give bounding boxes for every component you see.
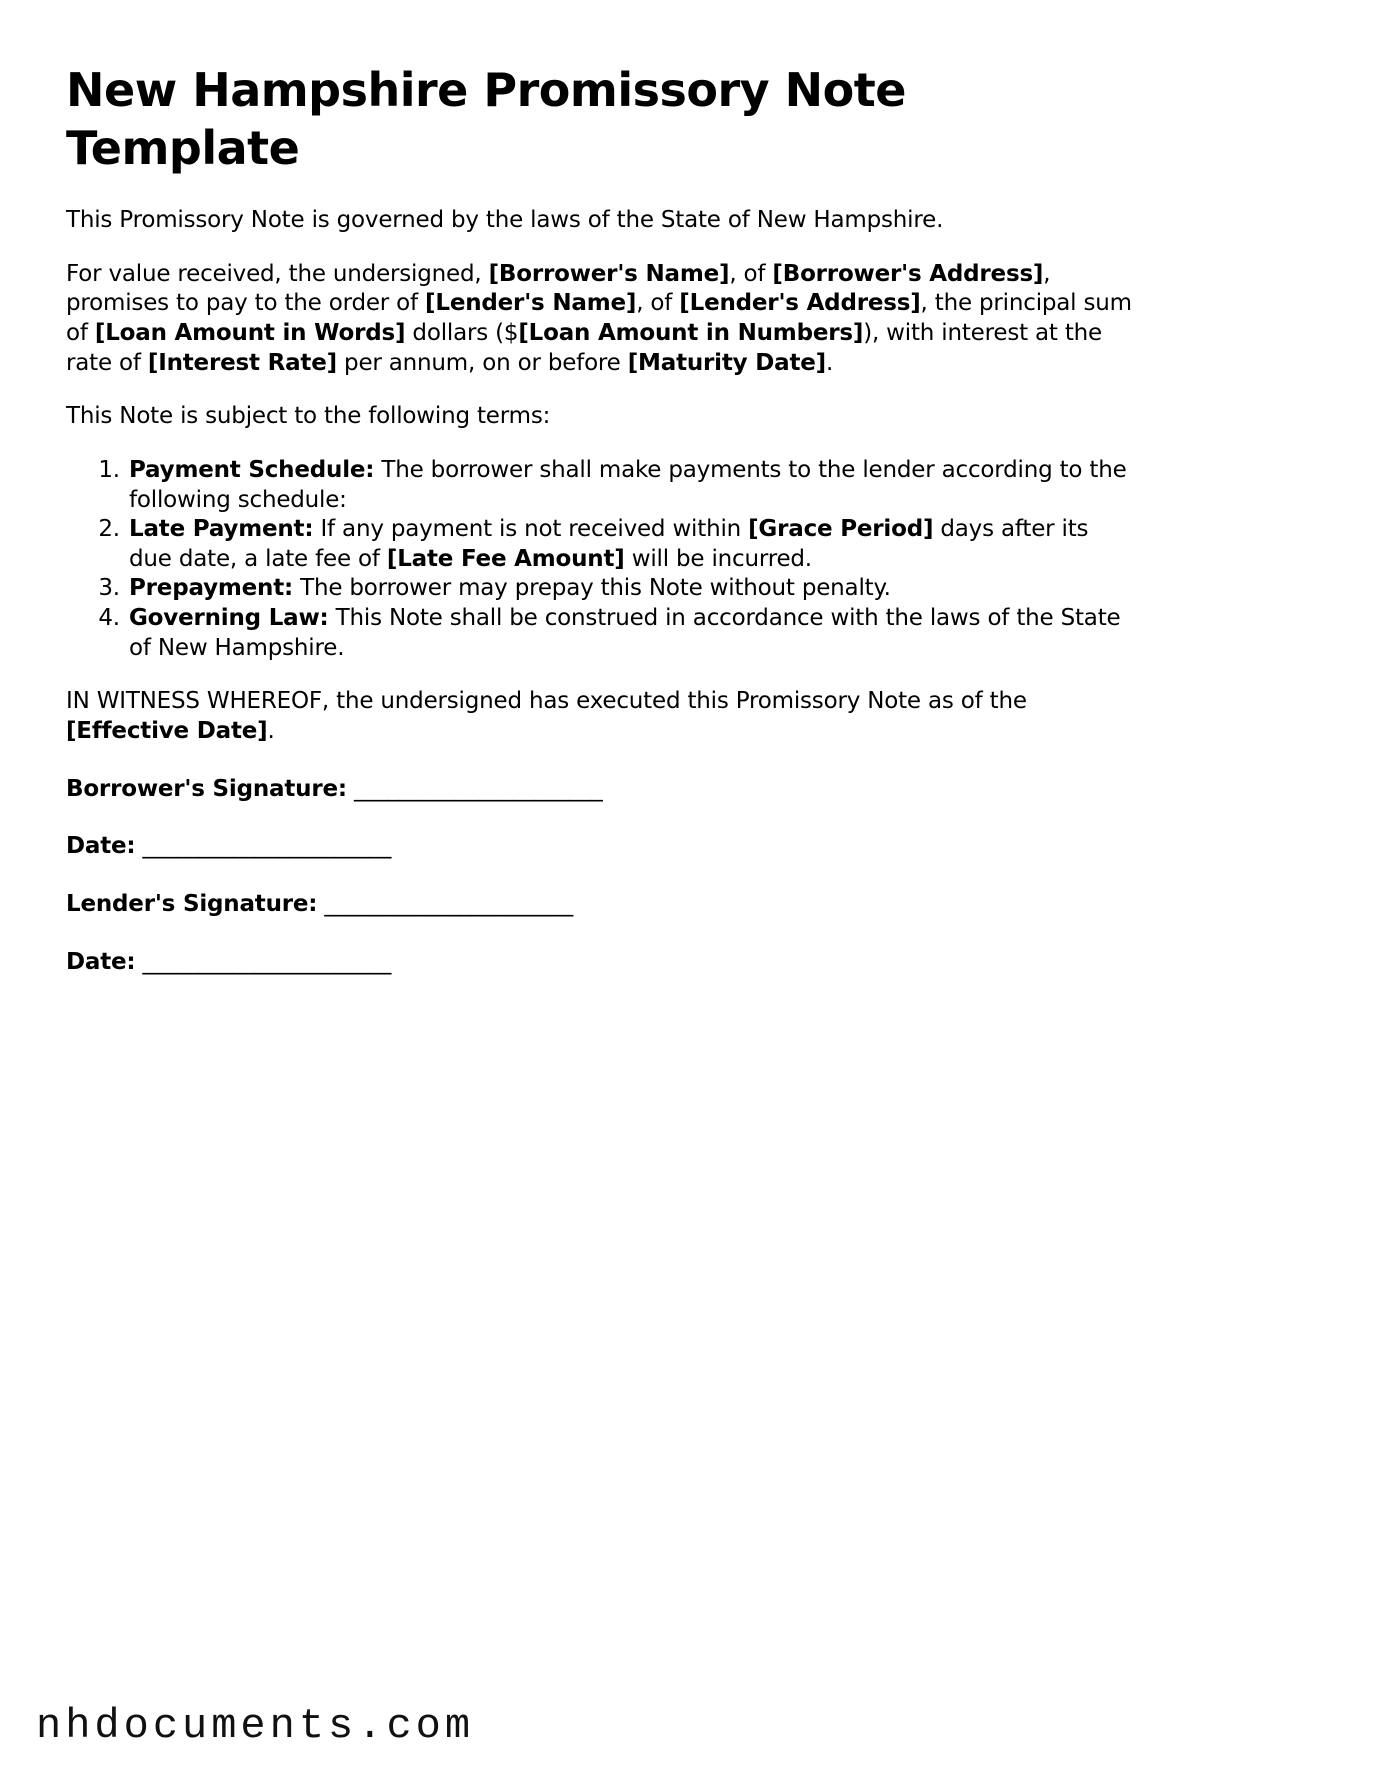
footer-watermark: nhdocuments.com [36, 1702, 475, 1750]
terms-intro: This Note is subject to the following terms: [66, 403, 551, 430]
governing-statement: This Promissory Note is governed by the laws of the State of New Hampshire. [66, 206, 944, 233]
term-payment-schedule: 1. Payment Schedule: The borrower shall make payments to the lender according to the following schedule: [127, 456, 1134, 515]
value-received-clause: For value received, the undersigned, [Borrower's Name], of [Borrower's Address], promises to pay to the order of [Lender's Name], of [Lender's Address], the principal sum of [Loan Amount in Words] dollars ($[Loan Amount in Numbers]), with interest at the rate of [Interest Rate] per annum, on or before [Maturity Date]. [66, 260, 1132, 376]
document-content [66, 0, 1134, 977]
lender-signature-line: Lender's Signature: ______________________ [66, 891, 574, 918]
term-late-payment: 2. Late Payment: If any payment is not received within [Grace Period] days after its due date, a late fee of [Late Fee Amount] will be incurred. [127, 515, 1134, 574]
term-governing-law: 4. Governing Law: This Note shall be construed in accordance with the laws of the State of New Hampshire. [127, 604, 1134, 663]
borrower-date-line: Date: ______________________ [66, 833, 392, 860]
terms-list [66, 456, 1134, 664]
witness-clause: IN WITNESS WHEREOF, the undersigned has executed this Promissory Note as of the [Effective Date]. [66, 688, 1027, 745]
lender-date-line: Date: ______________________ [66, 948, 392, 975]
document-title: New Hampshire Promissory Note Template [66, 63, 906, 175]
borrower-signature-line: Borrower's Signature: ______________________ [66, 775, 603, 802]
term-prepayment: 3. Prepayment: The borrower may prepay this Note without penalty. [127, 574, 1134, 604]
